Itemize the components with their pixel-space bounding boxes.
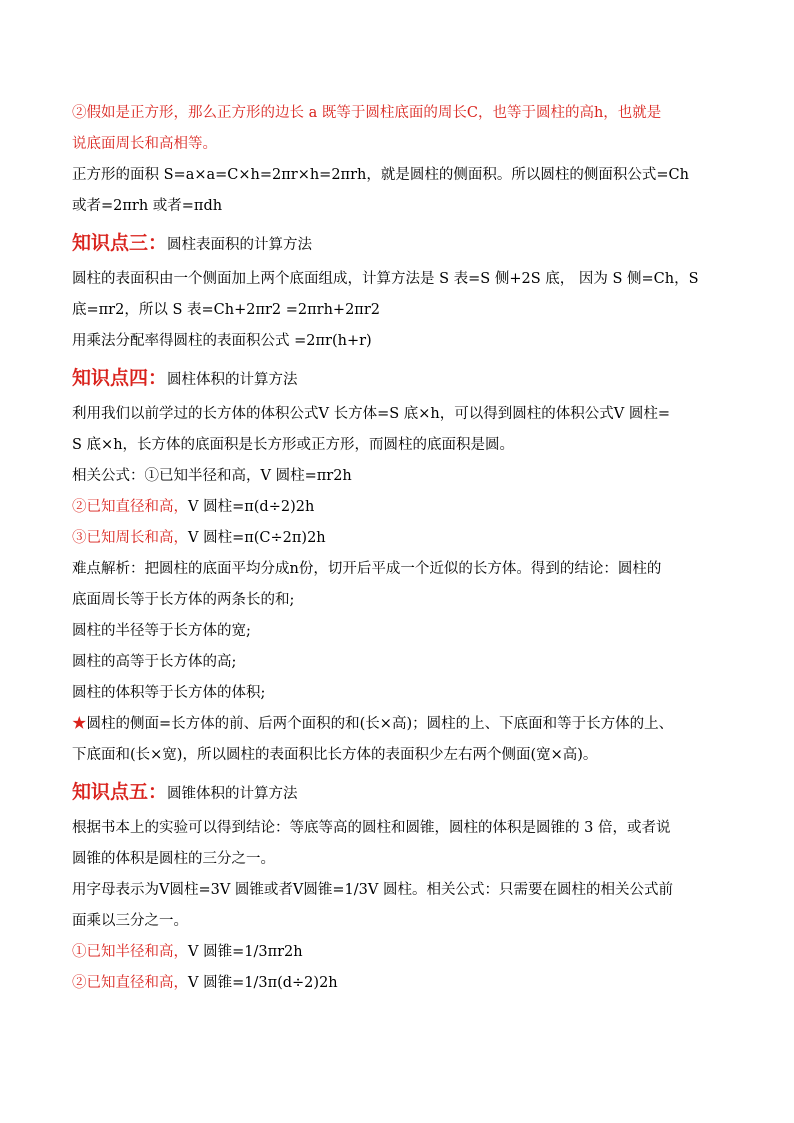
text-run: V 圆锥=1/3π(d÷2)2h [188,975,338,991]
text-run: V 圆柱=π(C÷2π)2h [188,530,326,546]
section-title: 圆柱表面积的计算方法 [167,237,313,253]
text-run: 圆柱的体积等于长方体的体积; [72,685,266,701]
text-line [72,740,732,771]
text-run: 下底面和(长×宽)，所以圆柱的表面积比长方体的表面积少左右两个侧面(宽×高)。 [72,747,598,763]
text-run: V 圆锥=1/3πr2h [188,944,303,960]
section-heading [72,357,732,399]
text-line [72,616,732,647]
section-label: 知识点三： [72,232,168,254]
text-line [72,813,732,844]
text-line [72,129,732,160]
text-run: ②已知直径和高， [72,499,188,515]
text-run: 正方形的面积 S=a×a=C×h=2πr×h=2πrh，就是圆柱的侧面积。所以圆柱的侧面积公式=Ch [72,167,689,183]
document-page [72,98,732,999]
text-run: ①已知半径和高， [72,944,188,960]
text-run: ②假如是正方形，那么正方形的边长 a 既等于圆柱底面的周长C，也等于圆柱的高h，也就是 [72,105,662,121]
text-line [72,98,732,129]
star-icon: ★ [72,716,87,732]
section-title: 圆锥体积的计算方法 [167,786,298,802]
text-run: 圆柱的侧面=长方体的前、后两个面积的和(长×高)；圆柱的上、下底面和等于长方体的上、 [86,716,674,732]
text-run: 圆柱的半径等于长方体的宽; [72,623,251,639]
text-run: 圆柱的表面积由一个侧面加上两个底面组成，计算方法是 S 表=S 侧+2S 底， 因为 S 侧=Ch，S [72,271,699,287]
text-line [72,295,732,326]
text-run: 利用我们以前学过的长方体的体积公式V 长方体=S 底×h，可以得到圆柱的体积公式V 圆柱= [72,406,670,422]
section-label: 知识点四： [72,367,168,389]
text-run: ②已知直径和高， [72,975,188,991]
text-run: S 底×h，长方体的底面积是长方形或正方形，而圆柱的底面积是圆。 [72,437,515,453]
text-line [72,191,732,222]
text-line [72,160,732,191]
text-run: 底面周长等于长方体的两条长的和; [72,592,295,608]
text-line [72,399,732,430]
text-run: ③已知周长和高， [72,530,188,546]
text-run: 用字母表示为V圆柱=3V 圆锥或者V圆锥=1/3V 圆柱。相关公式：只需要在圆柱的相关公式前 [72,882,673,898]
text-line [72,492,732,523]
text-run: 相关公式：①已知半径和高，V 圆柱=πr2h [72,468,352,484]
section-label: 知识点五： [72,781,168,803]
section-title: 圆柱体积的计算方法 [167,372,298,388]
section-heading [72,771,732,813]
text-line [72,585,732,616]
text-run: 难点解析：把圆柱的底面平均分成n份，切开后平成一个近似的长方体。得到的结论：圆柱的 [72,561,662,577]
text-line [72,523,732,554]
text-line [72,875,732,906]
text-line [72,461,732,492]
text-line [72,326,732,357]
text-line [72,906,732,937]
text-line [72,844,732,875]
text-run: 或者=2πrh 或者=πdh [72,198,223,214]
section-heading [72,222,732,264]
text-line [72,709,732,740]
text-line [72,647,732,678]
text-run: 根据书本上的实验可以得到结论：等底等高的圆柱和圆锥，圆柱的体积是圆锥的 3 倍，或者说 [72,820,671,836]
text-run: V 圆柱=π(d÷2)2h [188,499,315,515]
text-line [72,264,732,295]
text-line [72,554,732,585]
text-run: 圆柱的高等于长方体的高; [72,654,237,670]
text-line [72,430,732,461]
text-line [72,678,732,709]
text-run: 用乘法分配率得圆柱的表面积公式 =2πr(h+r) [72,333,372,349]
text-line [72,937,732,968]
text-run: 圆锥的体积是圆柱的三分之一。 [72,851,275,867]
text-line [72,968,732,999]
text-run: 底=πr2，所以 S 表=Ch+2πr2 =2πrh+2πr2 [72,302,380,318]
text-run: 说底面周长和高相等。 [72,136,217,152]
text-run: 面乘以三分之一。 [72,913,188,929]
